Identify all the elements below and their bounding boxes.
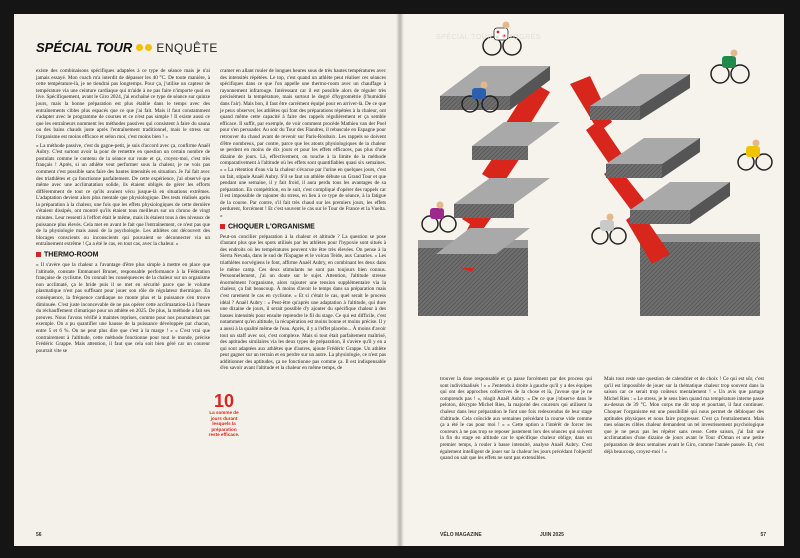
cyclist-icon (738, 140, 772, 171)
cyclist-icon (711, 50, 749, 84)
subheading-text: THERMO-ROOM (44, 251, 99, 259)
page-number-left: 56 (36, 532, 42, 538)
cyclist-icon (592, 214, 626, 245)
subheading-text: CHOQUER L'ORGANISME (228, 223, 315, 230)
staircase-illustration (400, 14, 784, 374)
left-column-2 (220, 68, 386, 374)
yellow-dots-icon (136, 44, 152, 51)
section-title: SPÉCIAL TOUR (36, 40, 133, 55)
issue-date: JUIN 2025 (540, 532, 564, 538)
subheading (220, 224, 386, 231)
section-kicker (36, 40, 218, 55)
cyclist-icon (422, 202, 456, 233)
paragraph: Peut-on concilier préparation à la chaleur et altitude ? La question se pose d'autant plus que les spots utilisés par les athlètes pour l'hypoxie sont situés à des endroits où les températures peuvent vite être très élevées. On pense à la Sierra Nevada, dans le sud de l'Espagne et le volcan Teide, aux Canaries. « Les triathlètes norvégiens le font, affirme Anaël Aubry, en combinant les deux dans le même camp. Ces deux stimulants ne sont pas toujours bien connus. Personnellement, j'ai un doute sur le sujet. Attention, l'altitude stresse énormément l'organisme, alors rajouter une tension supplémentaire via la chaleur, ça fait beaucoup. À moins d'avoir le temps dans sa préparation mais c'est rarement le cas en cyclisme. » Et si c'était le cas, quel serait le process idéal ? Anaël Aubry : « Peut-être qu'après une adaptation à l'altitude, qui dure une dizaine de jours, il serait possible d'y ajouter du spécifique chaleur à des basses intensités pour ensuite reprendre le fil du stage. Ce qui est difficile, c'est notamment qu'en altitude, la récupération est moins bonne et moins précise. Il y a aussi à la qualité même de l'eau. Après, il y a l'effet placebo... À moins d'avoir tout un staff avec soi, c'est complexe. Mais si tout était parfaitement maîtrisé, des aptitudes similaires via les deux types de préparation, il s'avère qu'il y en a qui sont adaptées aux athlètes que d'autres, ajoute Frédéric Grappe. Un athlète peut gagner sur un terrain et en perdre sur un autre. La physiologie, ce n'est pas additionner des aptitudes, ça ne fonctionne pas comme ça. Il est indispensable d'en savoir avant l'altitude et la chaleur en même temps, de (220, 233, 386, 372)
red-square-icon (36, 252, 41, 257)
callout-caption: La somme de jours durant lesquels la préparation reste efficace. (208, 410, 240, 438)
subheading (36, 252, 210, 259)
ghost-header: SPÉCIAL TOUR ● PROGRÈS (436, 34, 541, 41)
red-square-icon (220, 224, 225, 229)
left-column-1 (36, 68, 210, 356)
paragraph: Mais tout reste une question de calendrier et de choix ! Ce qui est sûr, c'est qu'il est impossible de jouer sur la thématique chaleur trop souvent dans la saison car ce serait trop coûteux mentalement ! » Un avis que partage Michel Ries : « Le stress, je le sens bien quand ma température interne passe au-dessus de 39 °C. Mon corps me dit stop et pourtant, il faut continuer. Choquer l'organisme est une possibilité qui nous permet de débloquer des aptitudes physiques et nous faire progresser. C'est ça l'entraînement. Mais mes séances cibles chaleur demandent un tel investissement psychologique que je ne peux pas les répéter sans cesse. Cette saison, j'ai fait une acclimatation d'une dizaine de jours avant le Tour d'Oman et une petite préparation de deux semaines avant le Giro, comme l'année passée. Et, c'est déjà beaucoup, croyez-moi ! » (604, 376, 764, 455)
left-page (14, 14, 400, 546)
spine-gutter (396, 14, 404, 546)
paragraph: « Il s'avère que la chaleur a l'avantage d'être plus simple à mettre en place que l'altitude, constate Emmanuel Brunet, responsable performance à la Fédération française de cyclisme. On connaît les conséquences de la chaleur sur un organisme non acclimaté, ça le bride puis il se met en sécurité parce que le volume plasmatique n'est pas suffisant pour jouer son rôle de régulateur thermique. En conséquence, la fréquence cardiaque ne monte plus et la puissance s'en trouve diminuée. C'est juste inconcevable de ne pas opérer cette acclimatation-là à l'heure du réchauffement climatique pour un athlète en 2025. De plus, la méthode a fait ses preuves. Nous l'avons vérifié à maintes reprises, comme pour nos poursuiteurs par exemple. On a pu quantifier une hausse de la puissance développée par chacun, entre 5 et 6 %. On ne peut plus dire que c'est à la marge ! » « C'est vrai que contrairement à l'altitude, cette méthode fonctionne pour tout le monde, précise Frédéric Grappe. Mais attention, il faut que cela soit bien géré car un coureur pourrait vite se (36, 261, 210, 354)
magazine-name: VÉLO MAGAZINE (440, 532, 482, 538)
right-page (400, 14, 784, 546)
callout-figure (208, 392, 240, 438)
paragraph: cramer en allant rouler de longues heures sous de très hautes températures avec des intensités répétées. Le top, c'est quand un athlète peut réaliser ces séances spécifiques dans ce que l'on appelle une thermo-room avec un chauffage à rayonnement infrarouge. Intéressant car il est possible alors de réguler très précisément la température, mais surtout le degré d'hygrométrie (l'humidité dans l'air). Mais bon, il faut être carrément équipé pour en arriver-là. De ce que je peux observer, les athlètes qui font des préparations répétées à la chaleur, ont quand même cette capacité à faire des rappels régulièrement et ça semble efficace. Il suffit, par exemple, de voir comment procède Mathieu van der Poel pour s'en persuader. Au soir du Tour des Flandres, il rebascule en Espagne pour retrouver du chaud avant de revenir sur Paris-Roubaix. Les rappels se doivent d'être nombreux, par contre, parce que les atouts physiologiques de la chaleur se perdent en moins de dix jours et pour les effets efficaces, pas plus d'une dizaine de jours. Là, effectivement, on touche à la limite de la méthode comparativement à l'altitude où les effets sont quantifiables quasi six semaines. » « La rétention d'eau via la chaleur s'évacue par l'urine en quelques jours, c'est un fait, stipule Anaël Aubry. S'il se faut un athlète débute un Grand Tour et que pendant une semaine, il y fait froid, il aura perdu tous les avantages de sa préparation. En compétition, en le suit, c'est compliqué d'opérer des rappels car il est impossible de rajouter du stress, en lien à ce type de séance, à la fatigue de la course. Par contre, s'il fait très chaud sur les premiers jours, les effets perdurent, forcément ! Et c'est souvent le cas sur le Tour de France et la Vuelta. » (220, 68, 386, 220)
right-column-1 (440, 376, 592, 464)
paragraph: existe des combinaisons spécifiques adaptées à ce type de séance mais je n'ai jamais essayé. Mon coach m'a interdit de dépasser les 40 °C. De toute manière, à cette température-là, je ne tiendrai pas longtemps. Pour ça, j'utilise un capteur de température via une ceinture cardiaque qui m'aide à ne pas faire n'importe quoi en live. Spécifiquement, avant le Giro 2024, j'ai enchaîné ce type de séance sur quinze jours, mais la bonne préparation est plus établie dans le temps avec des entraînements cibles plus espacés que ce que j'ai fait. Mais il faut constamment s'adapter avec le programme de courses et ce n'est pas simple ! Il existe aussi ce que les entraîneurs nomment les méthodes passives qui consistent à faire du sauna ou des bains chauds juste après l'entraînement traditionnel, mais le stress sur l'organisme est moins efficace et selon moi, c'est moins bien ! » (36, 68, 210, 140)
right-column-2 (604, 376, 764, 457)
paragraph: trouver la dose responsable et ça passe forcément par des process qui sont individualisés ! » « J'entends à droite à gauche qu'il y a des équipes qui ont des approches collectives de la chose et là, j'avoue que je ne comprends pas ! », réagit Anaël Aubry. « De ce que j'observe dans le peloton, décrypte Michel Ries, la majorité des coureurs qui utilisent la chaleur dans leur préparation le font une fois redescendus de leur stage d'altitude. Cela coïncide aux semaines précédant la course vide comme ça a été le cas pour moi ! » « Cette option a l'intérêt de forcer les coureurs à ne pas trop se reposer justement lors des séances qui suivent la fin du stage en altitude car le spécifique chaleur oblige, dans un premier temps, à rouler à basse intensité, analyse Anaël Aubry. C'est également intelligent de jouer sur la chaleur les jours précédant l'objectif quand on sait que les effets ne sont pas extensibles. (440, 376, 592, 462)
section-category: ENQUÊTE (156, 40, 218, 55)
callout-number: 10 (213, 391, 235, 411)
paragraph: « La méthode passive, c'est du gagne-petit, je suis d'accord avec ça, confirme Anaël Aubry. C'est surtout avoir la pour de remettre en question un certain nombre de postulats comme le contenu de la séance sur route et ça, croyez-moi, c'est très français ! Après, si un athlète veut performer sous la chaleur, je ne vois pas comment c'est possible sans faire des hautes intensités en situation. Je l'ai fait avec des triathlètes et ça fonctionne parfaitement. De cette expérience, j'ai observé que même avec une acclimatation solide, ils étaient obligés de gérer les efforts différemment de tout ce qu'ils avaient vécu jusque-là en situations extrêmes. L'adaptation devient alors plus mentale que physiologique. Des tests réalisés après la préparation à la chaleur, une fois que les effets physiologiques de cette dernière s'étaient dissipés, ont montré qu'ils étaient tous meilleurs sur un chrono de vingt minutes. Leur ressenti à l'effort était le même, mais ils étaient tous à des niveaux de puissance plus élevés. Cela met en avant le fait que l'entraînement, ce n'est pas que de la physiologie mais aussi de la psychologie. Les athlètes ont découvert des blocages conscients ou inconscients qui pouvaient se déconnecter via un entraînement extrême ! Ça a été le cas, en tout cas, avec la chaleur. » (36, 142, 210, 248)
page-number-right: 57 (760, 532, 766, 538)
